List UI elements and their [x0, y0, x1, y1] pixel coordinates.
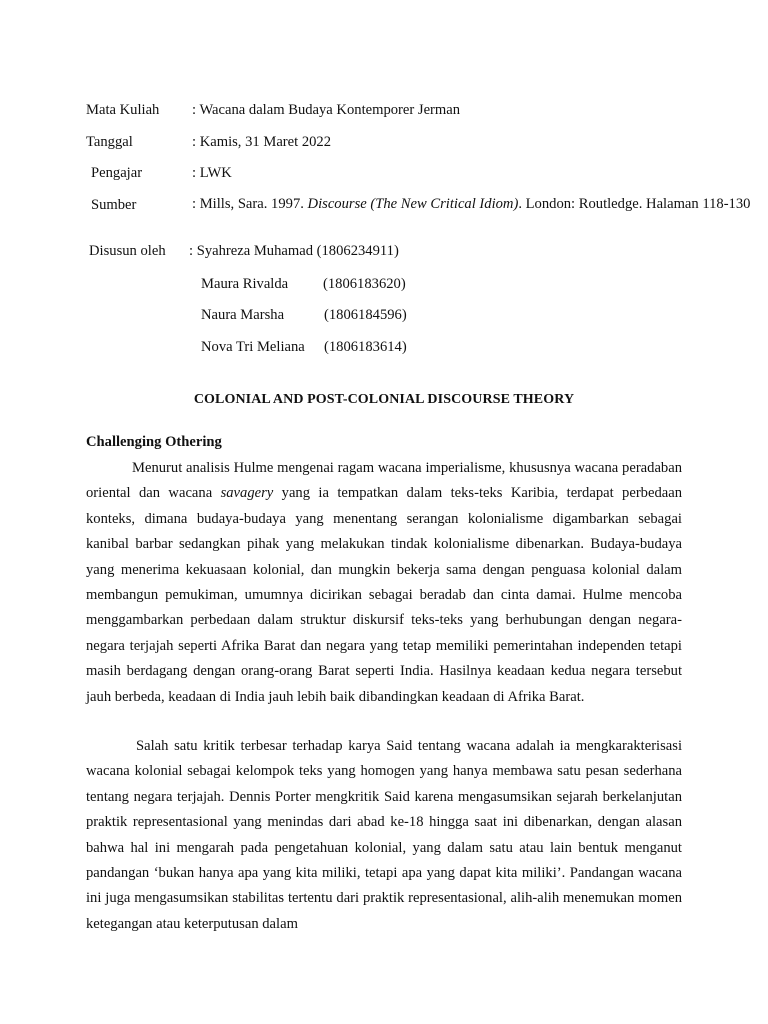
author-member-name: Naura Marsha [201, 307, 285, 323]
meta-label-mata-kuliah: Mata Kuliah [86, 102, 160, 118]
body-paragraph-1 [86, 456, 682, 710]
body-paragraph-2 [86, 734, 682, 937]
paragraph-1-text-start: Menurut analisis Hulme mengenai ragam wacana imperialisme, khususnya wacana peradaban oriental dan wacana [86, 460, 682, 502]
author-member-nim: (1806183620) [323, 276, 406, 292]
author-member-name: Nova Tri Meliana [201, 339, 305, 355]
sumber-prefix: : Mills, Sara. 1997. [192, 196, 308, 212]
author-member-name: Maura Rivalda [201, 276, 289, 292]
meta-label-sumber: Sumber [91, 197, 137, 213]
meta-value-pengajar: : LWK [192, 165, 232, 181]
paragraph-1-italic-term: savagery [220, 485, 274, 502]
author-member-nim: (1806184596) [324, 307, 407, 323]
paragraph-2-text: Salah satu kritik terbesar terhadap karya Said tentang wacana adalah ia mengkarakterisasi wacana kolonial sebagai kelompok teks yang homogen yang hanya membawa satu pesan sederhana tentang negara terjajah. Dennis Porter mengkritik Said karena mengasumsikan sejarah berkelanjutan praktik representasional yang menindas dari abad ke-18 hingga saat ini dibenarkan, dengan alasan bahwa hal ini mengarah pada pengetahuan kolonial, yang dalam satu atau lain bentuk menganut pandangan ‘bukan hanya apa yang kita miliki, tetapi apa yang dapat kita miliki’. Pandangan wacana ini juga mengasumsikan stabilitas tertentu dari praktik representasional, alih-alih menemukan momen ketegangan atau keterputusan dalam [86, 738, 682, 932]
sumber-suffix: . London: Routledge. Halaman 118-130 [518, 196, 751, 212]
paragraph-1-text-end: yang ia tempatkan dalam teks-teks Karibia, terdapat perbedaan konteks, dimana budaya-budaya yang menentang serangan kolonialisme digambarkan sebagai kanibal barbar sedangkan pihak yang melakukan tindak kolonialisme dibenarkan. Budaya-budaya yang menerima kekuasaan kolonial, dan mungkin bekerja sama dengan penguasa kolonial dalam membangun pemukiman, umumnya dicirikan sebagai beradab dan cinta damai. Hulme mencoba menggambarkan perbedaan dalam struktur diskursif teks-teks yang berhubungan dengan negara-negara terjajah seperti Afrika Barat dan negara yang tetap memiliki pemerintahan independen tetapi masih berdagang dengan orang-orang Barat seperti India. Hasilnya keadaan kedua negara tersebut jauh berbeda, keadaan di India jauh lebih baik dibandingkan keadaan di Afrika Barat. [86, 485, 682, 705]
meta-value-tanggal: : Kamis, 31 Maret 2022 [192, 134, 332, 150]
meta-label-pengajar: Pengajar [91, 165, 143, 181]
sumber-book-title: Discourse (The New Critical Idiom) [307, 196, 519, 212]
document-title: COLONIAL AND POST-COLONIAL DISCOURSE THEORY [193, 392, 575, 407]
meta-value-mata-kuliah: : Wacana dalam Budaya Kontemporer Jerman [192, 102, 461, 118]
section-heading: Challenging Othering [86, 434, 222, 450]
meta-label-tanggal: Tanggal [86, 134, 133, 150]
meta-value-disusun-oleh: : Syahreza Muhamad (1806234911) [189, 243, 399, 259]
meta-label-disusun-oleh: Disusun oleh [89, 243, 166, 259]
author-member-nim: (1806183614) [324, 339, 407, 355]
meta-value-sumber [192, 196, 751, 213]
